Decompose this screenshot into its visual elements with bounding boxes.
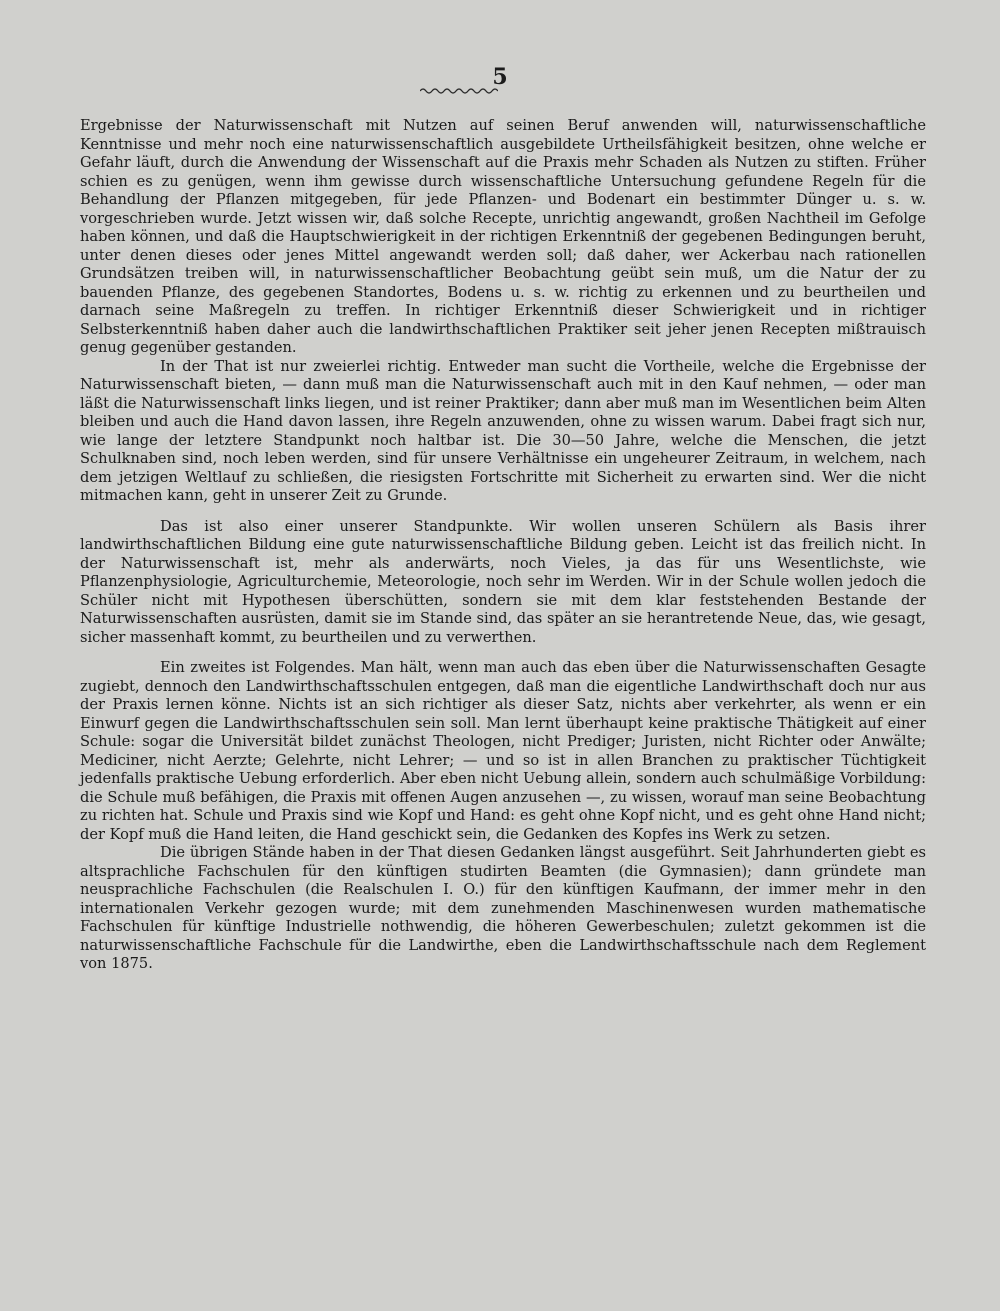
paragraph-5: Die übrigen Stände haben in der That diesen Gedanken längst ausgeführt. Seit Jahrhunderten giebt es altsprachliche Fachschulen für den künftigen studirten Beamten (die Gymnasien); dann gründete man neusprachliche Fachschulen (die Realschulen I. O.) für den künftigen Kaufmann, der immer mehr in den internationalen Verkehr gezogen wurde; mit dem zunehmenden Maschinenwesen wurden mathematische Fachschulen für künftige Industrielle nothwendig, die höheren Gewerbeschulen; zuletzt gekommen ist die naturwissenschaftliche Fachschule für die Landwirthe, eben die Landwirthschaftsschule nach dem Reglement von 1875.: [80, 844, 926, 972]
paragraph-3: Das ist also einer unserer Standpunkte. Wir wollen unseren Schülern als Basis ihrer landwirthschaftlichen Bildung eine gute naturwissenschaftliche Bildung geben. Leicht ist das freilich nicht. In der Naturwissenschaft ist, mehr als anderwärts, noch Vieles, ja das für uns Wesentlichste, wie Pflanzenphysiologie, Agriculturchemie, Meteorologie, noch sehr im Werden. Wir in der Schule wollen jedoch die Schüler nicht mit Hypothesen überschütten, sondern sie mit dem klar feststehenden Bestande der Naturwissenschaften ausrüsten, damit sie im Stande sind, das später an sie herantretende Neue, das, wie gesagt, sicher massenhaft kommt, zu beurtheilen und zu verwerthen.: [80, 517, 926, 646]
paragraph-4: Ein zweites ist Folgendes. Man hält, wenn man auch das eben über die Naturwissenschaften Gesagte zugiebt, dennoch den Landwirthschaftsschulen entgegen, daß man die eigentliche Landwirthschaft doch nur aus der Praxis lernen könne. Nichts ist an sich richtiger als dieser Satz, nichts aber verkehrter, als wenn er ein Einwurf gegen die Landwirthschaftsschulen sein soll. Man lernt überhaupt keine praktische Thätigkeit auf einer Schule: sogar die Universität bildet zunächst Theologen, nicht Prediger; Juristen, nicht Richter oder Anwälte; Mediciner, nicht Aerzte; Gelehrte, nicht Lehrer; — und so ist in allen Branchen zu praktischer Tüchtigkeit jedenfalls praktische Uebung erforderlich. Aber eben nicht Uebung allein, sondern auch schulmäßige Vorbildung: die Schule muß befähigen, die Praxis mit offenen Augen anzusehen —, zu wissen, worauf man seine Beobachtung zu richten hat. Schule und Praxis sind wie Kopf und Hand: es geht ohne Kopf nicht, und es geht ohne Hand nicht; der Kopf muß die Hand leiten, die Hand geschickt sein, die Gedanken des Kopfes ins Werk zu setzen.: [80, 659, 926, 843]
paragraph-2: In der That ist nur zweierlei richtig. Entweder man sucht die Vortheile, welche die Ergebnisse der Naturwissenschaft bieten, — dann muß man die Naturwissenschaft auch mit in den Kauf nehmen, — oder man läßt die Naturwissenschaft links liegen, und ist reiner Praktiker; dann aber muß man im Wesentlichen beim Alten bleiben und auch die Hand davon lassen, ihre Regeln anzuwenden, ohne zu wissen warum. Dabei fragt sich nur, wie lange der letztere Standpunkt noch haltbar ist. Die 30—50 Jahre, welche die Menschen, die jetzt Schulknaben sind, noch leben werden, sind für unsere Verhältnisse ein ungeheurer Zeitraum, in welchem, nach dem jetzigen Weltlauf zu schließen, die riesigsten Fortschritte mit Sicherheit zu erwarten sind. Wer die nicht mitmachen kann, geht in unserer Zeit zu Grunde.: [80, 357, 926, 504]
body-text: [80, 117, 926, 974]
page-number: 5: [492, 64, 508, 90]
decorative-wave-ornament: [420, 86, 498, 96]
paragraph-1: Ergebnisse der Naturwissenschaft mit Nutzen auf seinen Beruf anwenden will, naturwissenschaftliche Kenntnisse und mehr noch eine naturwissenschaftlich ausgebildete Urtheilsfähigkeit besitzen, ohne welche er Gefahr läuft, durch die Anwendung der Wissenschaft auf die Praxis mehr Schaden als Nutzen zu stiften. Früher schien es zu genügen, wenn ihm gewisse durch wissenschaftliche Untersuchung gefundene Regeln für die Behandlung der Pflanzen mitgegeben, für jede Pflanzen- und Bodenart ein bestimmter Dünger u. s. w. vorgeschrieben wurde. Jetzt wissen wir, daß solche Recepte, unrichtig angewandt, großen Nachtheil im Gefolge haben können, und daß die Hauptschwierigkeit in der richtigen Erkenntniß der gegebenen Bedingungen beruht, unter denen dieses oder jenes Mittel angewandt werden soll; daß daher, wer Ackerbau nach rationellen Grundsätzen treiben will, in naturwissenschaftlicher Beobachtung geübt sein muß, um die Natur der zu bauenden Pflanze, des gegebenen Standortes, Bodens u. s. w. richtig zu erkennen und zu beurtheilen und darnach seine Maßregeln zu treffen. In richtiger Erkenntniß dieser Schwierigkeit und in richtiger Selbsterkenntniß haben daher auch die landwirthschaftlichen Praktiker seit jeher jenen Recepten mißtrauisch genug gegenüber gestanden.: [80, 117, 926, 356]
